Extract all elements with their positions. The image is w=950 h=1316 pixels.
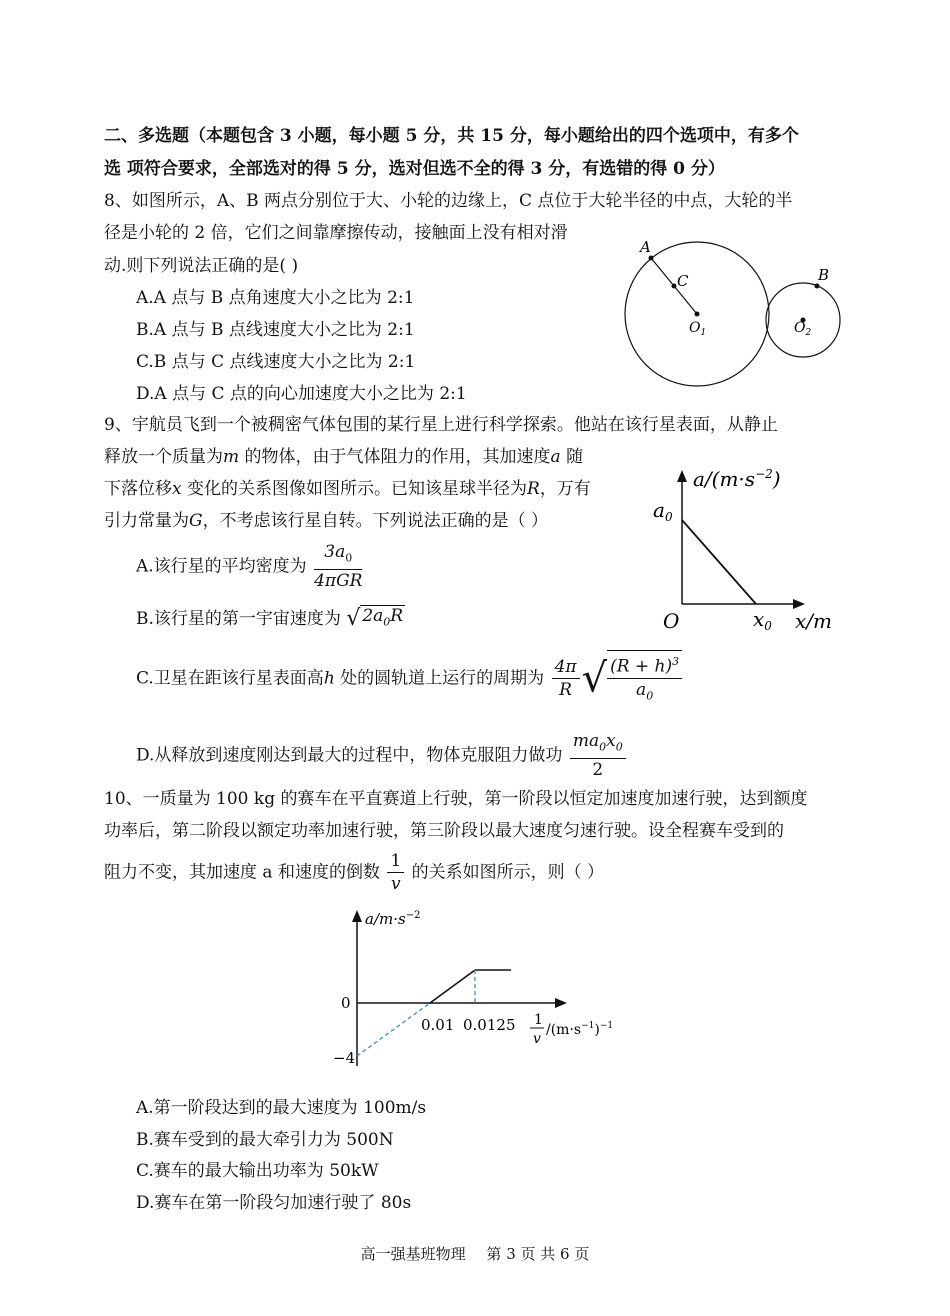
section-title-line1: 二、多选题（本题包含 3 小题，每小题 5 分，共 15 分，每小题给出的四个选项中，有多个 — [104, 126, 799, 146]
q10-option-b: B.赛车受到的最大牵引力为 500N — [136, 1130, 394, 1150]
q9-a0-label: $a_0$ — [653, 498, 673, 524]
q9-option-a: A.该行星的平均密度为 $\frac{3a_0}{\text{4πGR}}$ — [136, 542, 363, 592]
q9-x-label: x/m — [795, 609, 832, 633]
footer-title: 高一强基班物理 — [360, 1245, 466, 1263]
q9-y-arrow — [677, 470, 687, 482]
q8-stem-line3: 动.则下列说法正确的是( ) — [104, 256, 299, 276]
q9-option-b: B.该行星的第一宇宙速度为 √ $2a_0R$ — [136, 606, 404, 632]
q8-wheels-figure — [615, 230, 875, 390]
q9-y-label: $a/(m\cdot s^{-2})$ — [693, 467, 781, 491]
q10-x-frac-num: 1 — [534, 1012, 543, 1028]
q10-option-c: C.赛车的最大输出功率为 50kW — [136, 1161, 379, 1181]
label-c: C — [677, 272, 689, 290]
q10-tick-0.01: 0.01 — [421, 1016, 455, 1034]
q8-option-a: A.A 点与 B 点角速度大小之比为 2:1 — [136, 288, 415, 308]
q9-origin-label: O — [663, 609, 680, 633]
q10-dashed-extension — [357, 1003, 430, 1056]
q10-rising-segment — [430, 970, 475, 1003]
q8-option-b: B.A 点与 B 点线速度大小之比为 2:1 — [136, 320, 415, 340]
label-b: B — [818, 266, 830, 284]
q10-graph — [325, 906, 625, 1081]
q10-x-frac-den: v — [533, 1031, 541, 1047]
label-o1: $O_1$ — [689, 320, 707, 338]
q9-stem-line4: 引力常量为G，不考虑该行星自转。下列说法正确的是（ ） — [104, 511, 548, 531]
q9-option-c: C.卫星在距该行星表面高h 处的圆轨道上运行的周期为 $\frac{4\pi}{R}$ √ $\frac{(R + h)^3}{a_0}$ — [136, 650, 684, 707]
point-c-dot — [672, 284, 677, 289]
point-b-dot — [815, 284, 820, 289]
q8-option-c: C.B 点与 C 点线速度大小之比为 2:1 — [136, 352, 416, 372]
section-title-line2: 选 项符合要求，全部选对的得 5 分，选对但选不全的得 3 分，有选错的得 0 分） — [104, 159, 725, 179]
q10-zero-label: 0 — [341, 994, 351, 1012]
q9-x-arrow — [793, 599, 805, 609]
q8-option-d: D.A 点与 C 点的向心加速度大小之比为 2:1 — [136, 384, 467, 404]
q9-option-d: D.从释放到速度刚达到最大的过程中，物体克服阻力做功 $\frac{ma_0x_0}{2}$ — [136, 730, 628, 781]
q9-x0-label: $x_0$ — [753, 607, 772, 633]
q9-stem-line3: 下落位移x 变化的关系图像如图所示。已知该星球半径为R，万有 — [104, 479, 591, 499]
page-footer — [0, 1243, 950, 1264]
q10-option-a: A.第一阶段达到的最大速度为 100m/s — [136, 1098, 427, 1118]
q9-stem-line1: 9、宇航员飞到一个被稠密气体包围的某行星上进行科学探索。他站在该行星表面，从静止 — [104, 415, 778, 435]
q8-stem-line2: 径是小轮的 2 倍，它们之间靠摩擦传动，接触面上没有相对滑 — [104, 223, 568, 243]
q10-x-arrow — [555, 998, 567, 1008]
q10-x-unit: $/(m\cdot s^{-1})^{-1}$ — [546, 1021, 614, 1038]
q10-stem-line2: 功率后，第二阶段以额定功率加速行驶，第三阶段以最大速度匀速行驶。设全程赛车受到的 — [104, 821, 784, 841]
label-o2: $O_2$ — [794, 320, 812, 338]
q10-neg4-label: −4 — [333, 1049, 356, 1067]
center-o1-dot — [695, 312, 700, 317]
footer-page-number: 第 3 页 共 6 页 — [486, 1245, 590, 1263]
q10-y-label: $a/m\cdot s^{-2}$ — [365, 910, 421, 928]
q8-stem-line1: 8、如图所示，A、B 两点分别位于大、小轮的边缘上，C 点位于大轮半径的中点，大轮的半 — [104, 191, 793, 211]
point-a-dot — [649, 256, 654, 261]
q10-stem-line3: 阻力不变，其加速度 a 和速度的倒数 $\frac{1}{v}$ 的关系如图所示，则（ ） — [104, 851, 604, 894]
q10-tick-0.0125: 0.0125 — [463, 1016, 516, 1034]
q10-y-arrow — [352, 910, 362, 922]
q9-graph-line — [682, 520, 756, 604]
q10-stem-line1: 10、一质量为 100 kg 的赛车在平直赛道上行驶，第一阶段以恒定加速度加速行驶，达到额度 — [104, 789, 808, 809]
label-a: A — [640, 238, 651, 256]
q9-graph — [645, 458, 850, 638]
q9-stem-line2: 释放一个质量为m 的物体，由于气体阻力的作用，其加速度a 随 — [104, 447, 584, 467]
q10-option-d: D.赛车在第一阶段匀加速行驶了 80s — [136, 1193, 412, 1213]
